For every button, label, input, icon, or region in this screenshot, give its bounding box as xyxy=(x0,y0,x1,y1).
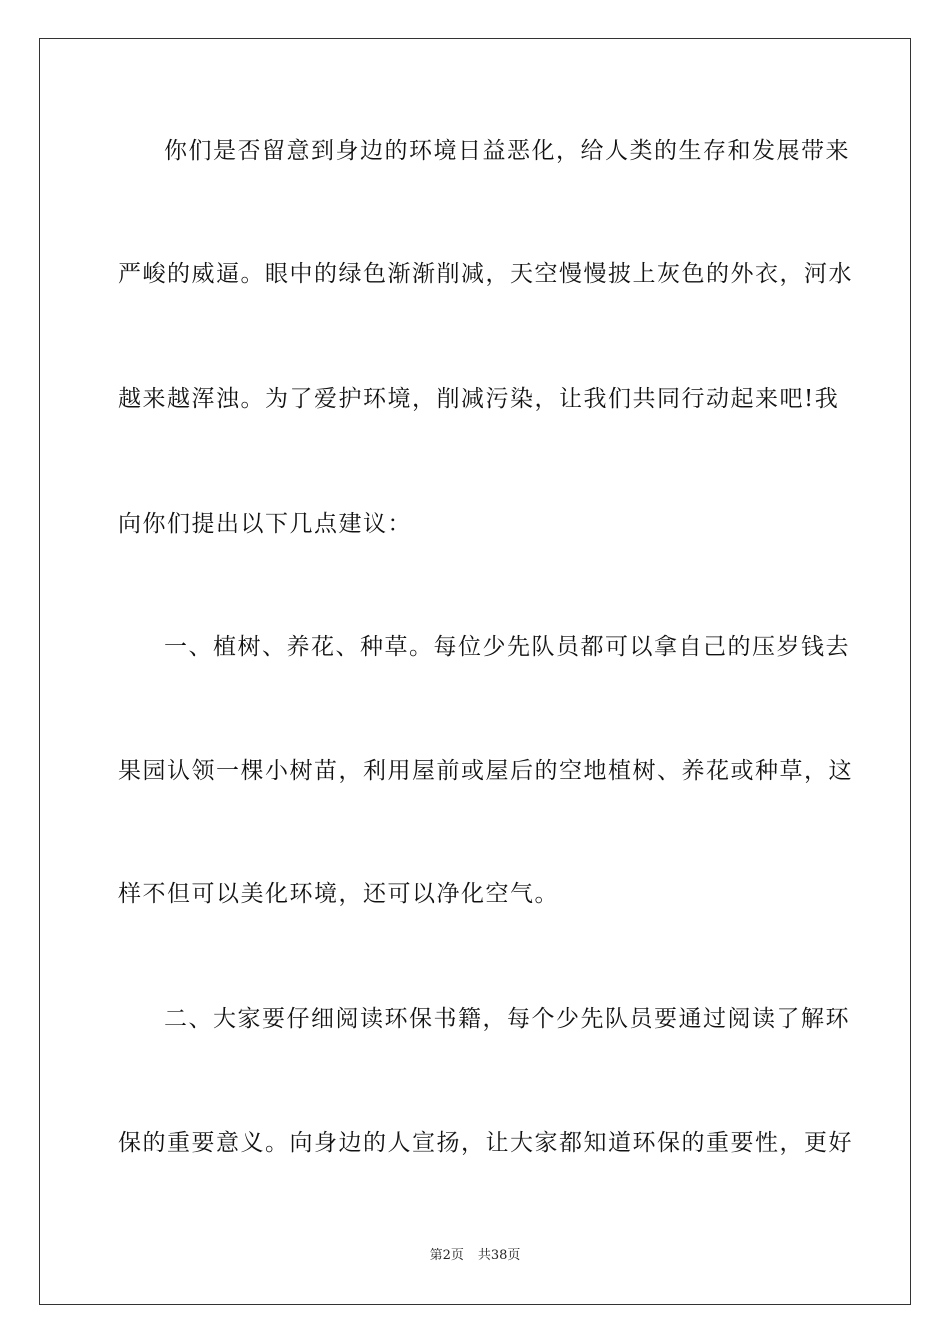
paragraph-line: 果园认领一棵小树苗，利用屋前或屋后的空地植树、养花或种草，这 xyxy=(118,758,853,784)
paragraph-line: 越来越浑浊。为了爱护环境，削减污染，让我们共同行动起来吧!我 xyxy=(118,386,840,412)
paragraph-line: 二、大家要仔细阅读环保书籍，每个少先队员要通过阅读了解环 xyxy=(164,1006,850,1032)
paragraph-line: 向你们提出以下几点建议： xyxy=(118,511,412,537)
page-frame xyxy=(39,38,911,1305)
page-footer xyxy=(0,1247,950,1265)
paragraph-line: 你们是否留意到身边的环境日益恶化，给人类的生存和发展带来 xyxy=(164,138,850,164)
paragraph-line: 一、植树、养花、种草。每位少先队员都可以拿自己的压岁钱去 xyxy=(164,634,850,660)
page-number: 第2页 xyxy=(429,1248,464,1263)
paragraph-line: 严峻的威逼。眼中的绿色渐渐削减，天空慢慢披上灰色的外衣，河水 xyxy=(118,261,853,287)
paragraph-line: 保的重要意义。向身边的人宣扬，让大家都知道环保的重要性，更好 xyxy=(118,1130,853,1156)
paragraph-line: 样不但可以美化环境，还可以净化空气。 xyxy=(118,881,559,907)
page-total: 共38页 xyxy=(477,1248,521,1263)
